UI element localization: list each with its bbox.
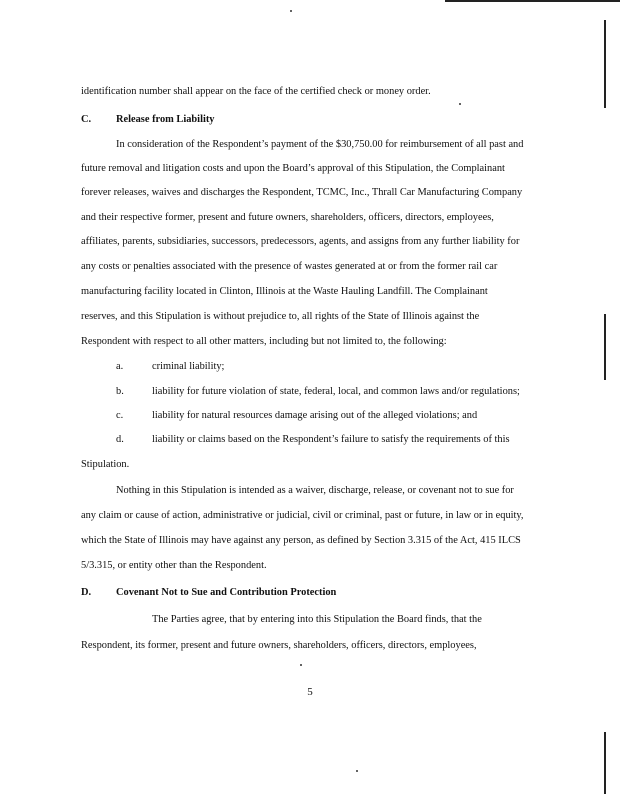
scan-top-rule — [445, 0, 620, 2]
scan-margin-mark — [604, 314, 606, 380]
scan-speck — [290, 10, 292, 12]
list-item-label: a. — [116, 361, 124, 372]
body-line: manufacturing facility located in Clinton, Illinois at the Waste Hauling Landfill. The Complainant — [81, 286, 488, 297]
scan-speck — [356, 770, 358, 772]
body-line: future removal and litigation costs and upon the Board’s approval of this Stipulation, the Complainant — [81, 163, 505, 174]
body-line: Respondent, its former, present and future owners, shareholders, officers, directors, employees, — [81, 640, 477, 651]
body-line: reserves, and this Stipulation is without prejudice to, all rights of the State of Illinois against the — [81, 311, 480, 322]
body-line: In consideration of the Respondent’s payment of the $30,750.00 for reimbursement of all past and — [116, 139, 524, 150]
body-line: forever releases, waives and discharges the Respondent, TCMC, Inc., Thrall Car Manufacturing Company — [81, 187, 523, 198]
list-item-text: criminal liability; — [152, 361, 225, 372]
list-item-label: b. — [116, 386, 124, 397]
page-number: 5 — [307, 686, 313, 698]
list-item-text: liability or claims based on the Respondent’s failure to satisfy the requirements of this — [152, 434, 510, 445]
body-line: The Parties agree, that by entering into this Stipulation the Board finds, that the — [152, 614, 482, 625]
list-item-label: c. — [116, 410, 124, 421]
section-heading: Covenant Not to Sue and Contribution Protection — [116, 587, 337, 598]
list-item-label: d. — [116, 434, 124, 445]
body-line: identification number shall appear on the face of the certified check or money order. — [81, 86, 431, 97]
scan-speck — [300, 664, 302, 666]
body-line: 5/3.315, or entity other than the Respondent. — [81, 560, 267, 571]
section-label: D. — [81, 587, 92, 598]
list-item-text: liability for future violation of state, federal, local, and common laws and/or regulations; — [152, 386, 520, 397]
list-item-text: liability for natural resources damage arising out of the alleged violations; and — [152, 410, 478, 421]
body-line: any costs or penalties associated with the presence of wastes generated at or from the former rail car — [81, 261, 498, 272]
body-line: which the State of Illinois may have against any person, as defined by Section 3.315 of the Act, 415 ILCS — [81, 535, 521, 546]
body-line: Respondent with respect to all other matters, including but not limited to, the following: — [81, 336, 447, 347]
body-line: and their respective former, present and future owners, shareholders, officers, directors, employees, — [81, 212, 494, 223]
section-label: C. — [81, 114, 92, 125]
scan-margin-mark — [604, 20, 606, 108]
body-line: Nothing in this Stipulation is intended as a waiver, discharge, release, or covenant not to sue for — [116, 485, 514, 496]
body-line: affiliates, parents, subsidiaries, successors, predecessors, agents, and assigns from any further liability for — [81, 236, 520, 247]
body-line: any claim or cause of action, administrative or judicial, civil or criminal, past or future, in law or in equity, — [81, 510, 524, 521]
section-heading: Release from Liability — [116, 114, 215, 125]
scan-speck — [459, 103, 461, 105]
scan-margin-mark — [604, 732, 606, 794]
body-line: Stipulation. — [81, 459, 130, 470]
